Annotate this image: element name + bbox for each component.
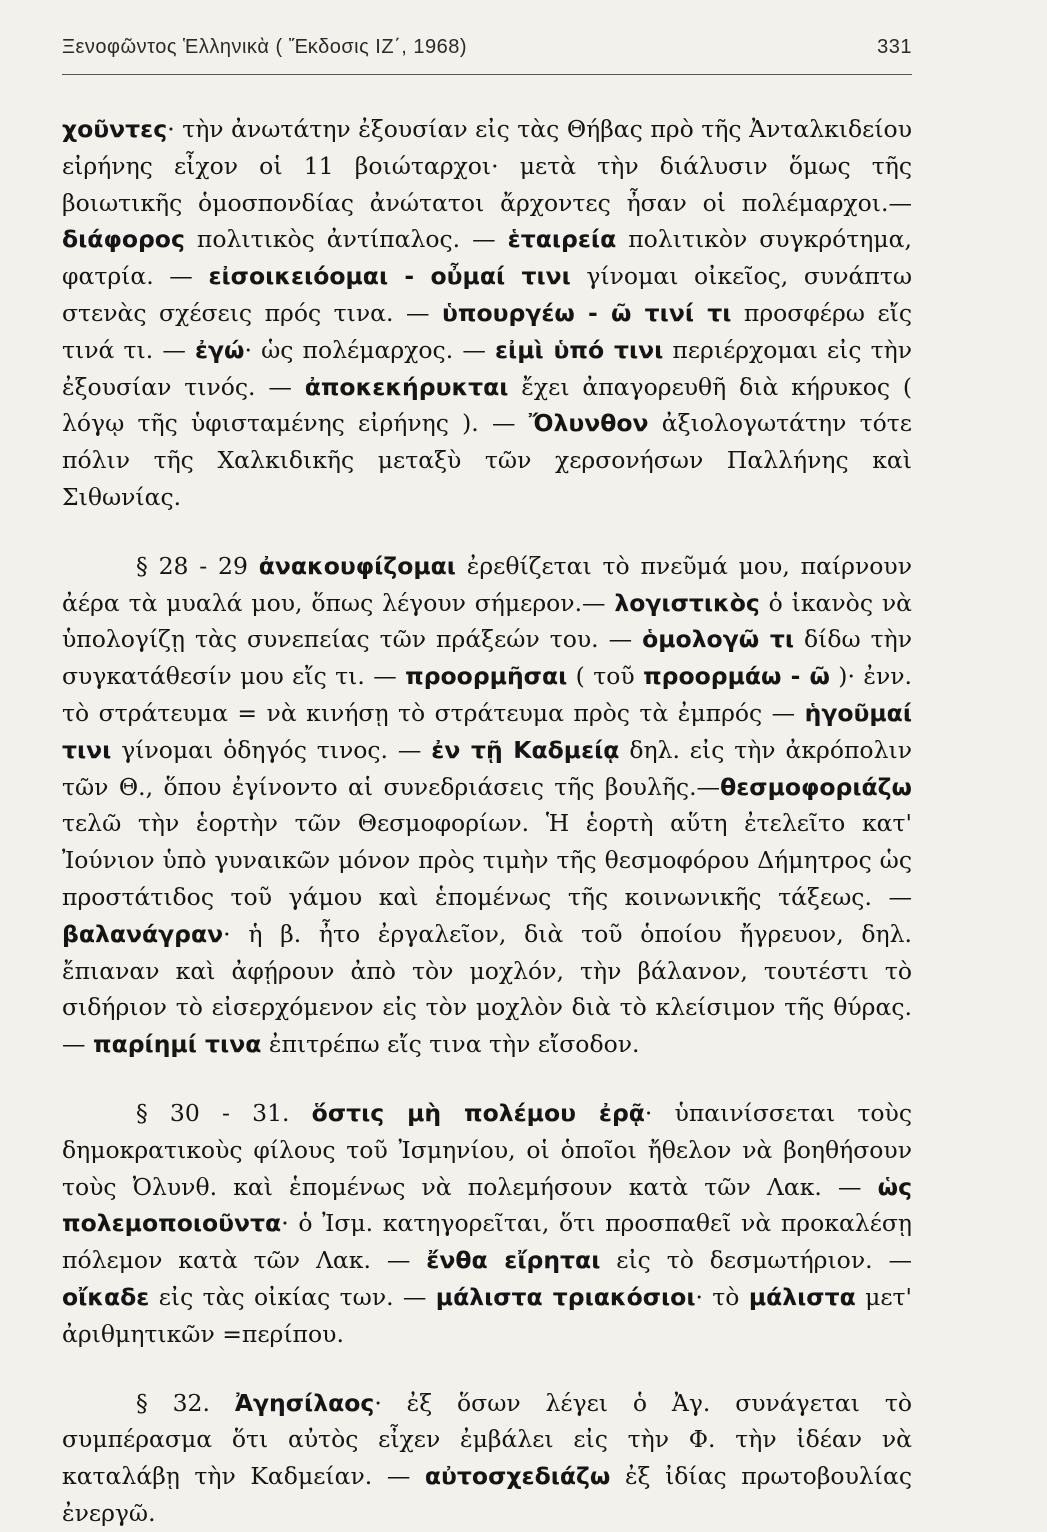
gloss-text: § 28 - 29 [136,551,259,580]
gloss-text: δηλ. εἰς τὴν ἀκρόπολιν τῶν Θ., ὅπου ἐγίνοντο αἱ συνεδριάσεις τῆς βουλῆς.— [62,735,912,801]
page-number: 331 [877,36,912,58]
gloss-text: γίνομαι οἰκεῖος, συνάπτω στενὰς σχέσεις πρός τινα. — [62,262,912,327]
gloss-text: · ἐξ ὅσων λέγει ὁ Ἀγ. συνάγεται τὸ συμπέρασμα ὅτι αὐτὸς εἶχεν ἐμβάλει εἰς τὴν Φ. τὴν ἰδέαν νὰ καταλάβῃ τὴν Καδμείαν. — [62,1388,912,1491]
headword: ἔνθα εἴρηται [426,1246,601,1275]
gloss-text: )· ἐνν. τὸ στράτευμα = νὰ κινήσῃ τὸ στράτευμα πρὸς τὰ ἐμπρός — [62,662,912,727]
gloss-text: τελῶ τὴν ἑορτὴν τῶν Θεσμοφορίων. Ἡ ἑορτὴ αὕτη ἐτελεῖτο κατ' Ἰούνιον ὑπὸ γυναικῶν μόνον πρὸς τιμὴν τῆς θεσμοφόρου Δήμητρος ὡς προστάτιδος τοῦ γάμου καὶ ἑπομένως τῆς κοινωνικῆς τάξεως. — [62,809,912,911]
gloss-text: ἀξιολογωτάτην τότε πόλιν τῆς Χαλκιδικῆς μεταξὺ τῶν χερσονήσων Παλλήνης καὶ Σιθωνίας. [62,409,912,511]
headword: ἐγώ [194,335,245,364]
paragraph [62,1095,912,1353]
headword: εἰσοικειόομαι - οὖμαί τινι [208,262,571,291]
gloss-text: · ὑπαινίσσεται τοὺς δημοκρατικοὺς φίλους τοῦ Ἰσμηνίου, οἱ ὁποῖοι ἤθελον νὰ βοηθήσουν τοὺς Ὀλυνθ. καὶ ἑπομένως νὰ πολεμήσουν κατὰ τῶν Λακ. — [62,1098,912,1201]
gloss-text: ὁ ἱκανὸς νὰ ὑπολογίζῃ τὰς συνεπείας τῶν πράξεών του. — [62,588,912,654]
headword: Ἀγησίλαος [234,1388,375,1417]
headword: ὑπουργέω - ῶ τινί τι [442,298,732,327]
headword: παρίημί τινα [92,1030,262,1059]
gloss-text: εἰς τὰς οἰκίας των. — [149,1282,436,1311]
headword: βαλανάγραν [62,919,224,948]
gloss-text: § 32. [136,1388,235,1417]
gloss-text: · τὸ [695,1282,749,1311]
gloss-text: γίνομαι ὁδηγός τινος. — [111,735,432,764]
paragraph [62,1385,912,1532]
paragraph [62,548,912,1063]
headword: ἡγοῦμαί τινι [62,698,912,764]
gloss-text: πολιτικὸς ἀντίπαλος. — [184,225,508,254]
headword: ἑταιρεία [507,225,617,254]
gloss-text: · ὁ Ἰσμ. κατηγορεῖται, ὅτι προσπαθεῖ νὰ προκαλέσῃ πόλεμον κατὰ τῶν Λακ. — [62,1209,912,1275]
headword: εἰμὶ ὑπό τινι [494,335,664,364]
headword: προορμάω - ῶ [643,662,830,691]
gloss-text: § 30 - 31. [136,1098,312,1127]
gloss-text: · ἡ β. ἦτο ἐργαλεῖον, διὰ τοῦ ὁποίου ἤγρευον, δηλ. ἔπιαναν καὶ ἀφῄρουν ἀπὸ τὸν μοχλόν, τὴν βάλανον, τουτέστι τὸ σιδήριον τὸ εἰσερχόμενον εἰς τὸν μοχλὸν διὰ τὸ κλείσιμον τῆς θύρας. — [62,919,912,1059]
headword: ὡς πολεμοποιοῦντα [62,1172,912,1238]
running-title: Ξενοφῶντος Ἑλληνικὰ ( Ἔκδοσις ΙΖ΄, 1968) [62,36,467,58]
book-page [62,30,913,1527]
headword: λογιστικὸς [614,588,760,617]
gloss-text: · τὴν ἀνωτάτην ἐξουσίαν εἰς τὰς Θήβας πρὸ τῆς Ἀνταλκιδείου εἰρήνης εἶχον οἱ 11 βοιώταρχοι· μετὰ τὴν διάλυσιν ὅμως τῆς βοιωτικῆς ὁμοσπονδίας ἀνώτατοι ἄρχοντες ἦσαν οἱ πολέμαρχοι.— [62,115,912,217]
gloss-text: πολιτικὸν συγκρότημα, φατρία. — [62,225,912,291]
gloss-text: ( τοῦ [567,662,644,691]
gloss-text: δίδω τὴν συγκατάθεσίν μου εἴς τι. — [62,625,913,691]
gloss-text: ἐπιτρέπω εἴς τινα τὴν εἴσοδον. [261,1030,640,1059]
headword: προορμῆσαι [405,662,568,691]
headword: ὁμολογῶ τι [642,625,794,654]
gloss-text: · ὡς πολέμαρχος. — [244,335,495,364]
page-header [62,30,912,74]
gloss-text: ἐξ ἰδίας πρωτοβουλίας ἐνεργῶ. [62,1462,912,1527]
headword: οἴκαδε [62,1282,150,1311]
headword: ἐν τῇ Καδμείᾳ [431,735,620,764]
headword: Ὄλυνθον [528,409,649,438]
body-text [62,111,912,1532]
gloss-text: εἰς τὸ δεσμωτήριον. — [600,1246,912,1275]
gloss-text: ἐρεθίζεται τὸ πνεῦμά μου, παίρνουν ἀέρα τὰ μυαλά μου, ὅπως λέγουν σήμερον.— [62,551,912,617]
headword: ὅστις μὴ πολέμου ἐρᾷ [311,1098,645,1127]
headword: ἀποκεκήρυκται [304,372,509,401]
headword: χοῦντες [62,115,168,143]
paragraph [62,111,912,516]
headword: θεσμοφοριάζω [720,772,912,801]
headword: μάλιστα [748,1282,856,1311]
gloss-text: μετ' ἀριθμητικῶν =περίπου. [62,1282,912,1348]
headword: διάφορος [62,225,185,254]
gloss-text: προσφέρω εἴς τινά τι. — [62,298,912,364]
header-rule [62,74,912,75]
headword: ἀνακουφίζομαι [258,551,456,580]
headword: μάλιστα τριακόσιοι [435,1282,696,1311]
gloss-text: περιέρχομαι εἰς τὴν ἐξουσίαν τινός. — [62,335,912,401]
headword: αὐτοσχεδιάζω [424,1462,611,1491]
gloss-text: ἔχει ἀπαγορευθῆ διὰ κήρυκος ( λόγῳ τῆς ὑφισταμένης εἰρήνης ). — [62,372,913,438]
